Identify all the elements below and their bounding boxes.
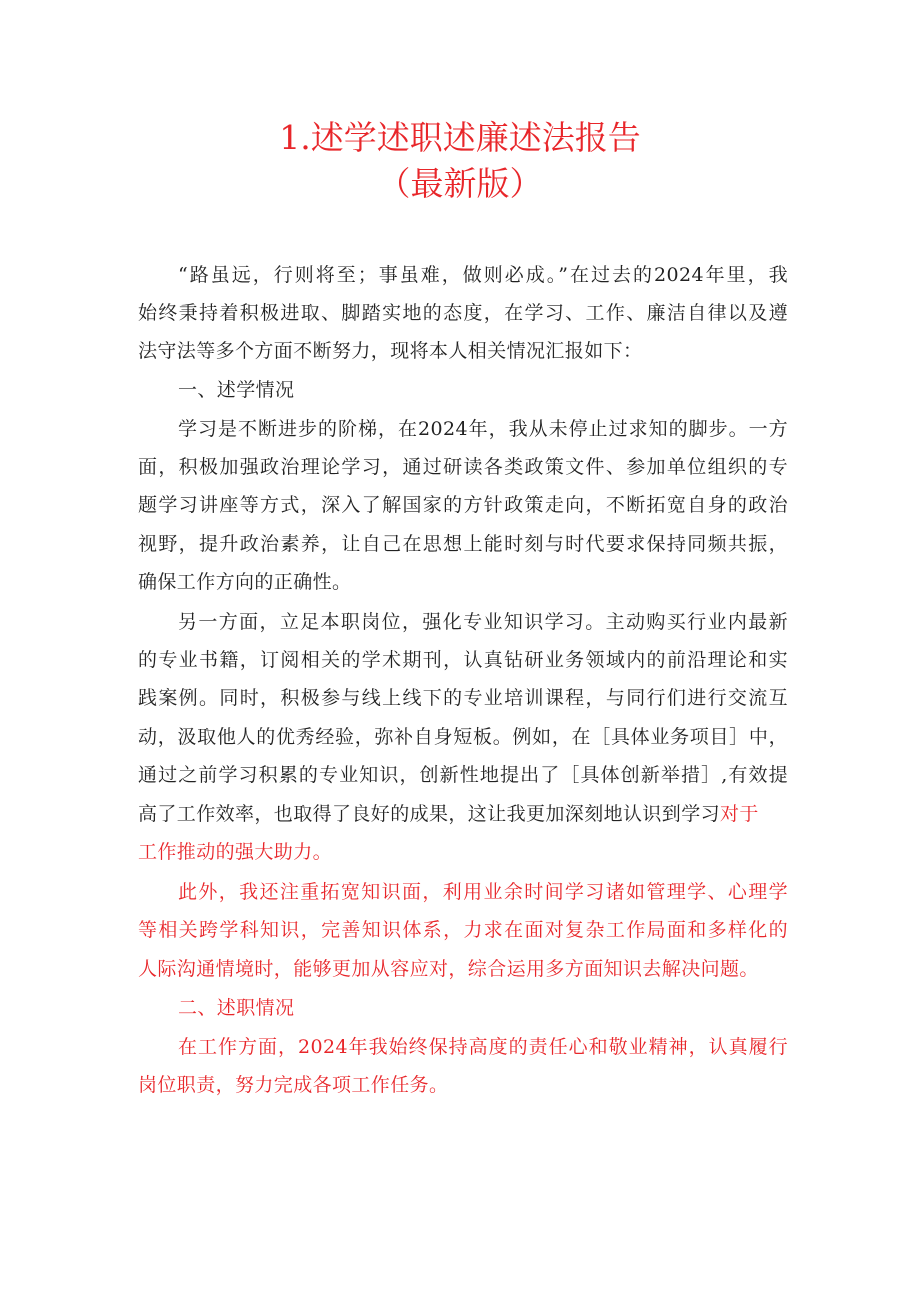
paragraph-line-red: 岗位职责，努力完成各项工作任务。 bbox=[138, 1074, 449, 1096]
paragraph-line: 动，汲取他人的优秀经验，弥补自身短板。例如，在［具体业务项目］中， bbox=[138, 726, 788, 748]
paragraph-line: 的专业书籍，订阅相关的学术期刊，认真钻研业务领域内的前沿理论和实 bbox=[138, 649, 788, 671]
paragraph-line: 面，积极加强政治理论学习，通过研读各类政策文件、参加单位组织的专 bbox=[138, 456, 788, 478]
paragraph-text-black: 高了工作效率，也取得了良好的成果，这让我更加深刻地认识到学习 bbox=[138, 803, 721, 825]
paragraph-line: 通过之前学习积累的专业知识，创新性地提出了［具体创新举措］,有效提 bbox=[138, 764, 788, 786]
paragraph-line: 另一方面，立足本职岗位，强化专业知识学习。主动购买行业内最新 bbox=[178, 611, 788, 633]
paragraph-line-red: 此外，我还注重拓宽知识面，利用业余时间学习诸如管理学、心理学 bbox=[178, 881, 788, 903]
section-heading-duty: 二、述职情况 bbox=[178, 997, 295, 1019]
paragraph-line: 始终秉持着积极进取、脚踏实地的态度，在学习、工作、廉洁自律以及遵 bbox=[138, 302, 788, 324]
paragraph-line bbox=[138, 796, 788, 832]
paragraph-line: 法守法等多个方面不断努力，现将本人相关情况汇报如下： bbox=[138, 340, 643, 362]
paragraph-line: 践案例。同时，积极参与线上线下的专业培训课程，与同行们进行交流互 bbox=[138, 687, 788, 709]
section-heading-study: 一、述学情况 bbox=[178, 379, 295, 401]
paragraph-line-red: 人际沟通情境时，能够更加从容应对，综合运用多方面知识去解决问题。 bbox=[138, 958, 759, 980]
paragraph-line: 题学习讲座等方式，深入了解国家的方针政策走向，不断拓宽自身的政治 bbox=[138, 494, 788, 516]
document-title: 1.述学述职述廉述法报告 bbox=[279, 118, 641, 157]
paragraph-line: “路虽远，行则将至；事虽难，做则必成。”在过去的2024年里，我 bbox=[178, 264, 788, 286]
paragraph-line-red: 工作推动的强大助力。 bbox=[138, 841, 333, 863]
paragraph-line: 学习是不断进步的阶梯，在2024年，我从未停止过求知的脚步。一方 bbox=[178, 418, 788, 440]
paragraph-line-red: 在工作方面，2024年我始终保持高度的责任心和敬业精神，认真履行 bbox=[178, 1036, 788, 1058]
paragraph-line-red: 等相关跨学科知识，完善知识体系，力求在面对复杂工作局面和多样化的 bbox=[138, 919, 788, 941]
document-subtitle: （最新版） bbox=[377, 164, 543, 203]
paragraph-line: 视野，提升政治素养，让自己在思想上能时刻与时代要求保持同频共振， bbox=[138, 533, 788, 555]
paragraph-text-red: 对于 bbox=[720, 803, 759, 825]
paragraph-line: 确保工作方向的正确性。 bbox=[138, 571, 352, 593]
